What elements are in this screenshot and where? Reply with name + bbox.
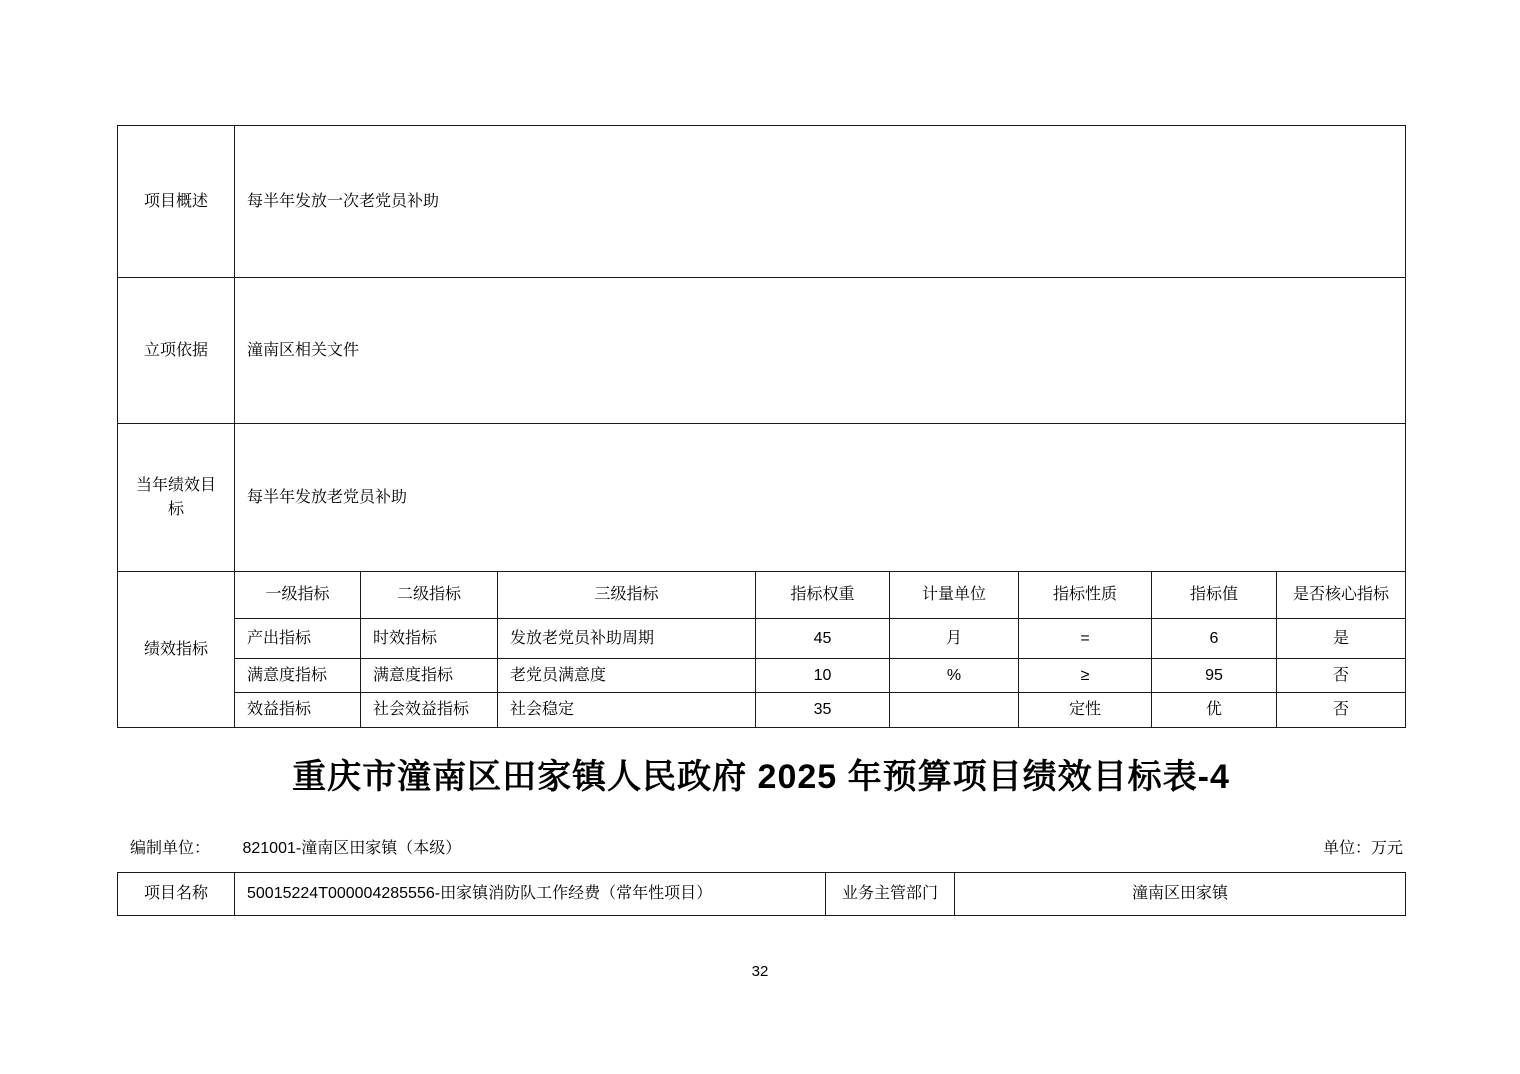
dept-value: 潼南区田家镇 bbox=[955, 873, 1406, 916]
indicator-cell: 10 bbox=[756, 659, 890, 693]
row-project-overview bbox=[118, 126, 1406, 278]
unit-label: 单位：万元 bbox=[1322, 839, 1403, 857]
project-name-table bbox=[117, 872, 1406, 916]
annual-performance-goal-label-text: 当年绩效目标 bbox=[135, 476, 216, 518]
indicator-cell: 否 bbox=[1277, 659, 1406, 693]
row-annual-performance-goal bbox=[118, 424, 1406, 572]
project-overview-label: 项目概述 bbox=[118, 126, 235, 278]
header-indicator-value: 指标值 bbox=[1152, 572, 1277, 619]
indicator-row bbox=[118, 693, 1406, 728]
header-level3-indicator: 三级指标 bbox=[498, 572, 756, 619]
indicator-row bbox=[118, 659, 1406, 693]
indicator-cell: 产出指标 bbox=[235, 619, 361, 659]
annual-performance-goal-value: 每半年发放老党员补助 bbox=[235, 424, 1406, 572]
indicator-cell: ≥ bbox=[1019, 659, 1152, 693]
indicator-cell: 是 bbox=[1277, 619, 1406, 659]
project-basis-value: 潼南区相关文件 bbox=[235, 278, 1406, 424]
indicator-cell: 否 bbox=[1277, 693, 1406, 728]
indicator-cell: 优 bbox=[1152, 693, 1277, 728]
header-indicator-nature: 指标性质 bbox=[1019, 572, 1152, 619]
header-indicator-weight: 指标权重 bbox=[756, 572, 890, 619]
row-project-basis bbox=[118, 278, 1406, 424]
indicator-header-row bbox=[118, 572, 1406, 619]
indicator-cell: 社会效益指标 bbox=[361, 693, 498, 728]
project-overview-value: 每半年发放一次老党员补助 bbox=[235, 126, 1406, 278]
indicator-cell: 45 bbox=[756, 619, 890, 659]
prepared-by-value: 821001-潼南区田家镇（本级） bbox=[242, 839, 462, 857]
header-level1-indicator: 一级指标 bbox=[235, 572, 361, 619]
indicator-cell: 满意度指标 bbox=[235, 659, 361, 693]
performance-indicators-label: 绩效指标 bbox=[118, 572, 235, 728]
indicator-row bbox=[118, 619, 1406, 659]
indicator-cell: 定性 bbox=[1019, 693, 1152, 728]
indicator-cell bbox=[890, 693, 1019, 728]
indicator-cell: 老党员满意度 bbox=[498, 659, 756, 693]
header-level2-indicator: 二级指标 bbox=[361, 572, 498, 619]
performance-target-table bbox=[117, 125, 1406, 728]
project-name-label: 项目名称 bbox=[118, 873, 235, 916]
indicator-cell: 月 bbox=[890, 619, 1019, 659]
indicator-cell: 95 bbox=[1152, 659, 1277, 693]
indicator-cell: 社会稳定 bbox=[498, 693, 756, 728]
indicator-cell: 35 bbox=[756, 693, 890, 728]
page-number: 32 bbox=[751, 963, 769, 980]
indicator-cell: 6 bbox=[1152, 619, 1277, 659]
project-name-value: 50015224T000004285556-田家镇消防队工作经费（常年性项目） bbox=[235, 873, 826, 916]
document-sheet bbox=[117, 125, 1405, 916]
meta-row bbox=[117, 834, 1405, 858]
prepared-by-label: 编制单位： bbox=[130, 839, 211, 857]
indicator-cell: 效益指标 bbox=[235, 693, 361, 728]
indicator-cell: 发放老党员补助周期 bbox=[498, 619, 756, 659]
project-name-row bbox=[118, 873, 1406, 916]
indicator-cell: 满意度指标 bbox=[361, 659, 498, 693]
indicator-cell: 时效指标 bbox=[361, 619, 498, 659]
indicator-cell: = bbox=[1019, 619, 1152, 659]
annual-performance-goal-label bbox=[118, 424, 235, 572]
indicator-cell: % bbox=[890, 659, 1019, 693]
dept-label: 业务主管部门 bbox=[826, 873, 955, 916]
header-measure-unit: 计量单位 bbox=[890, 572, 1019, 619]
header-is-core-indicator: 是否核心指标 bbox=[1277, 572, 1406, 619]
project-basis-label: 立项依据 bbox=[118, 278, 235, 424]
page-title: 重庆市潼南区田家镇人民政府 2025 年预算项目绩效目标表-4 bbox=[292, 758, 1230, 796]
prepared-by bbox=[117, 835, 461, 858]
